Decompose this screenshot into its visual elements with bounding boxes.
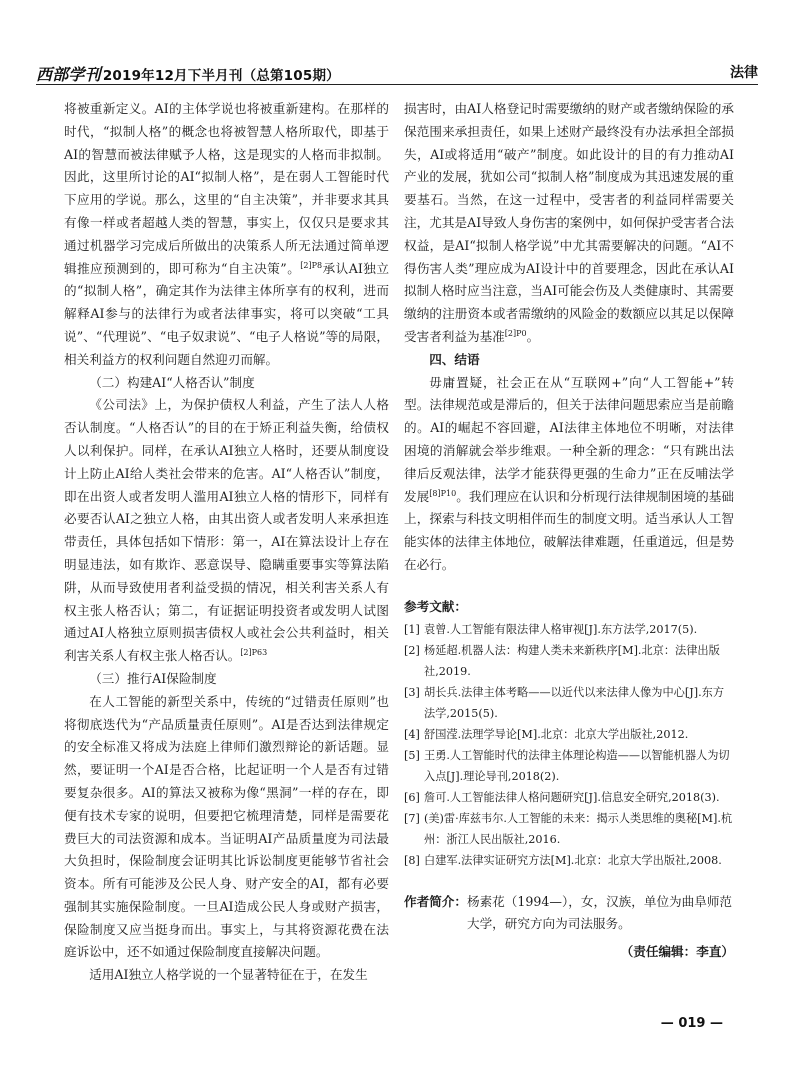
reference-item: [5] 王勇.人工智能时代的法律主体理论构造——以智能机器人为切入点[J].理论导刊,2018(2).	[404, 748, 730, 783]
page-number: — 019 —	[660, 1016, 723, 1031]
reference-item: [2] 杨延超.机器人法：构建人类未来新秩序[M].北京：法律出版社,2019.	[404, 643, 720, 678]
paragraph: 在人工智能的新型关系中，传统的“过错责任原则”也将彻底迭代为“产品质量责任原则”。AI是否达到法律规定的安全标准又将成为法庭上律师们激烈辩论的新话题。显然，要证明一个AI是否合格，比起证明一个人是否有过错要复杂很多。AI的算法又被称为像“黑洞”一样的存在，即便有技术专家的说明，但要把它梳理清楚，同样是需要花费巨大的司法资源和成本。当证明AI产品质量度为司法最大负担时，保险制度会证明其比诉讼制度更能够节省社会资本。所有可能涉及公民人身、财产安全的AI，都有必要强制其实施保险制度。一旦AI造成公民人身或财产损害，保险制度又应当挺身而出。事实上，与其将资源花费在法庭诉讼中，还不如通过保险制度直接解决问题。	[64, 693, 389, 960]
citation: [2]P63	[240, 647, 268, 657]
reference-list	[404, 619, 734, 871]
responsible-editor: （责任编辑：李直）	[620, 943, 734, 959]
journal-logo: 西部学刊	[36, 65, 101, 84]
reference-item: [1] 袁曾.人工智能有限法律人格审视[J].东方法学,2017(5).	[404, 622, 698, 636]
reference-item: [7] (美)雷·库兹韦尔.人工智能的未来：揭示人类思维的奥秘[M].杭州：浙江人民出版社,2016.	[404, 811, 733, 846]
citation: [2]P8	[300, 260, 323, 270]
subsection-heading: （三）推行AI保险制度	[89, 670, 217, 686]
left-column	[64, 98, 389, 987]
reference-item: [8] 白建军.法律实证研究方法[M].北京：北京大学出版社,2008.	[404, 853, 722, 867]
reference-item: [6] 詹可.人工智能法律人格问题研究[J].信息安全研究,2018(3).	[404, 790, 720, 804]
paragraph: 损害时，由AI人格登记时需要缴纳的财产或者缴纳保险的承保范围来承担责任，如果上述财产最终没有办法承担全部损失，AI或将适用“破产”制度。如此设计的目的有力推动AI产业的发展，犹如公司“拟制人格”制度成为其迅速发展的重要基石。当然，在这一过程中，受害者的利益同样需要关注，尤其是AI导致人身伤害的案例中，如何保护受害者合法权益，是AI“拟制人格学说”中尤其需要解决的问题。“AI不得伤害人类”理应成为AI设计中的首要理念，因此在承认AI拟制人格时应当注意，当AI可能会伤及人类健康时、其需要缴纳的注册资本或者需缴纳的风险金的数额应以其足以保障受害者利益为基准$^{[2]P0}$。	[404, 101, 734, 344]
reference-item: [3] 胡长兵.法律主体考略——以近代以来法律人像为中心[J].东方法学,2015(5).	[404, 685, 725, 720]
page-header	[36, 54, 758, 85]
reference-item: [4] 舒国滢.法理学导论[M].北京：北京大学出版社,2012.	[404, 727, 689, 741]
paragraph: 毋庸置疑，社会正在从“互联网+”向“人工智能+”转型。法律规范或是滞后的，但关于法律问题思索应当是前瞻的。AI的崛起不容回避，AI法律主体地位不明晰，对法律困境的消解就会举步维艰。一种全新的理念：“只有跳出法律后反观法律，法学才能获得更强的生命力”正在反哺法学发展$^{[8]P10}$。我们理应在认识和分析现行法律规制困境的基础上，探索与科技文明相伴而生的制度文明。适当承认人工智能实体的法律主体地位，破解法律难题，任重道远，但是势在必行。	[404, 374, 735, 572]
citation: [8]P10	[429, 488, 457, 498]
paragraph: 《公司法》上，为保护债权人利益，产生了法人人格否认制度。“人格否认”的目的在于矫正利益失衡，给债权人以利保护。同样，在承认AI独立人格时，还要从制度设计上防止AI给人类社会带来的危害。AI“人格否认”制度，即在出资人或者发明人滥用AI独立人格的情形下，同样有必要否认AI之独立人格，由其出资人或者发明人来承担连带责任，具体包括如下情形：第一，AI在算法设计上存在明显违法，如有欺诈、恶意误导、隐瞒重要事实等算法陷阱，从而导致使用者利益受损的情况，相关利害关系人有权主张人格否认；第二，有证据证明投资者或发明人试图通过AI人格独立原则损害债权人或社会公共利益时，相关利害关系人有权主张人格否认。$^{[2]P63}$	[64, 397, 389, 664]
journal-issue: 2019年12月下半月刊（总第105期）	[102, 68, 340, 84]
section-heading: 四、结语	[429, 351, 480, 367]
subsection-heading: （二）构建AI“人格否认”制度	[89, 374, 255, 390]
author-text: 杨素花（1994—），女，汉族，单位为曲阜师范大学，研究方向为司法服务。	[466, 893, 733, 931]
journal-title	[36, 62, 340, 85]
paragraph: 将被重新定义。AI的主体学说也将被重新建构。在那样的时代，“拟制人格”的概念也将被智慧人格所取代，即基于AI的智慧而被法律赋予人格，这是现实的人格而非拟制。因此，这里所讨论的AI“拟制人格”，是在弱人工智能时代下应用的学说。那么，这里的“自主决策”，并非要求其具有像一样或者超越人类的智慧，事实上，仅仅只是要求其通过机器学习完成后所做出的决策系人所无法通过简单逻辑推应预测到的，即可称为“自主决策”。$^{[2]P8}$承认AI独立的“拟制人格”，确定其作为法律主体所享有的权利，进而解释AI参与的法律行为或者法律事实，将可以突破“工具说”、“代理说”、“电子奴隶说”、“电子人格说”等的局限，相关利益方的权利问题自然迎刃而解。	[64, 101, 389, 367]
references-title: 参考文献：	[404, 598, 467, 614]
paragraph: 适用AI独立人格学说的一个显著特征在于，在发生	[89, 967, 368, 983]
author-bio	[404, 891, 734, 935]
right-column	[404, 98, 734, 964]
section-label: 法律	[730, 65, 758, 81]
citation: [2]P0	[504, 328, 527, 338]
author-label: 作者简介：	[404, 893, 467, 909]
